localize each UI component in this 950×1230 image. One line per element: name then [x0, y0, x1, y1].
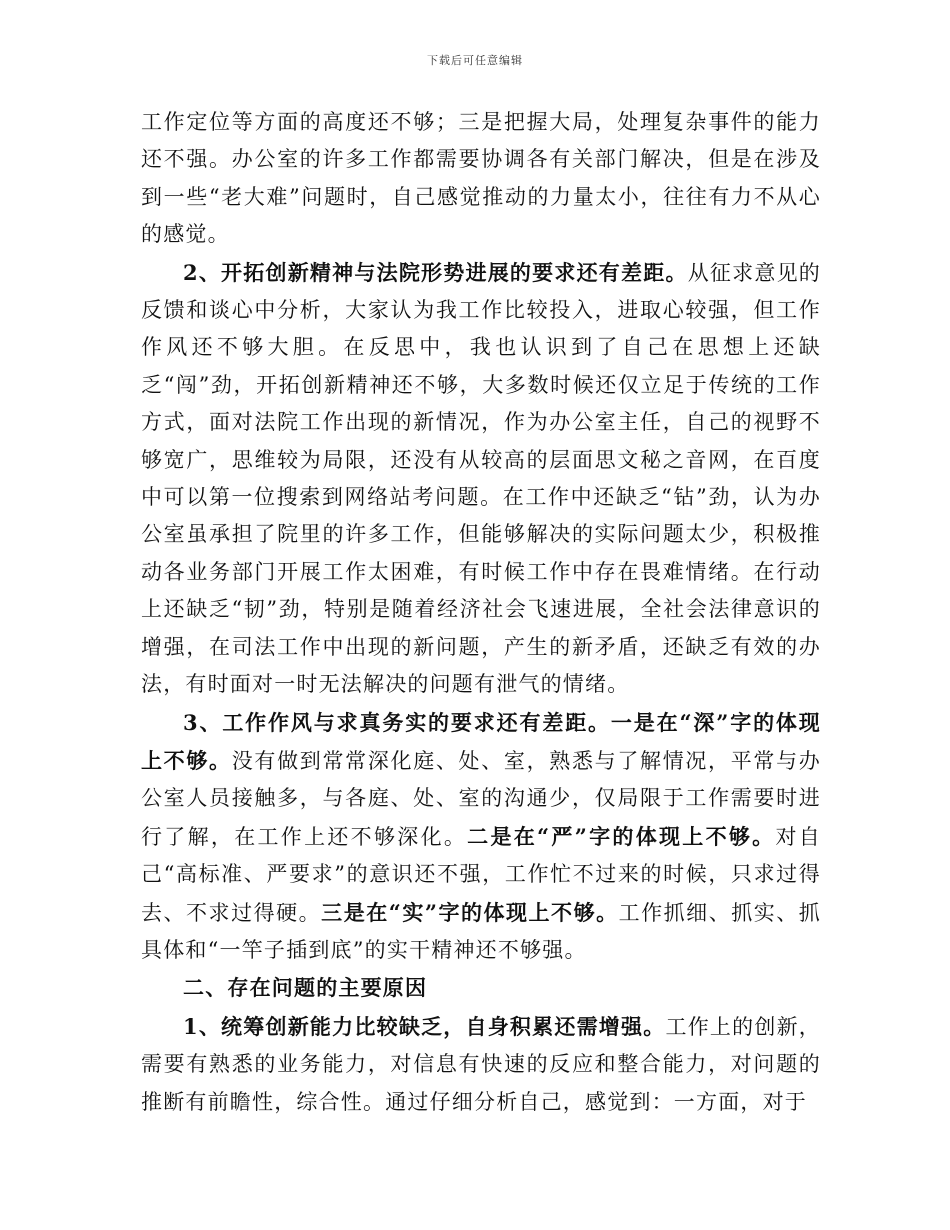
paragraph-5-text: 工作上的创新，需要有熟悉的业务能力，对信息有快速的反应和整合能力，对问题的推断有前瞻性，综合性。通过仔细分析自己，感觉到：一方面，对于 [141, 1014, 821, 1114]
paragraph-3-heading: 3、工作作风与求真务实的要求还有差距。一是在“深”字的体现上不够。 [141, 709, 821, 773]
page-header: 下载后可任意编辑 [427, 54, 523, 67]
section-heading [141, 969, 821, 1007]
section-heading-text: 二、存在问题的主要原因 [183, 975, 428, 1001]
paragraph-2-text: 从征求意见的反馈和谈心中分析，大家认为我工作比较投入，进取心较强，但工作作风还不够大胆。在反思中，我也认识到了自己在思想上还缺乏“闯”劲，开拓创新精神还不够，大多数时候还仅立足于传统的工作方式，面对法院工作出现的新情况，作为办公室主任，自己的视野不够宽广，思维较为局限，还没有从较高的层面思文秘之音网，在百度中可以第一位搜索到网络站考问题。在工作中还缺乏“钻”劲，认为办公室虽承担了院里的许多工作，但能够解决的实际问题太少，积极推动各业务部门开展工作太困难，有时候工作中存在畏难情绪。在行动上还缺乏“韧”劲，特别是随着经济社会飞速进展，全社会法律意识的增强，在司法工作中出现的新问题，产生的新矛盾，还缺乏有效的办法，有时面对一时无法解决的问题有泄气的情绪。 [141, 260, 821, 697]
paragraph-1 [141, 104, 821, 254]
paragraph-3-text-3: 工作抓细、抓实、抓具体和“一竿子插到底”的实干精神还不够强。 [141, 900, 821, 962]
paragraph-3-text-2: 对自己“高标准、严要求”的意识还不强，工作忙不过来的时候，只求过得去、不求过得硬。 [141, 824, 821, 925]
paragraph-2-heading: 2、开拓创新精神与法院形势进展的要求还有差距。 [183, 259, 688, 285]
paragraph-5-heading: 1、统筹创新能力比较缺乏，自身积累还需增强。 [183, 1013, 666, 1039]
paragraph-5 [141, 1008, 821, 1121]
paragraph-1-text: 工作定位等方面的高度还不够；三是把握大局，处理复杂事件的能力还不强。办公室的许多工作都需要协调各有关部门解决，但是在涉及到一些“老大难”问题时，自己感觉推动的力量太小，往往有力不从心的感觉。 [141, 110, 821, 247]
paragraph-2 [141, 254, 821, 704]
paragraph-3-text-1: 没有做到常常深化庭、处、室，熟悉与了解情况，平常与办公室人员接触多，与各庭、处、室的沟通少，仅局限于工作需要时进行了解，在工作上还不够深化。 [141, 748, 821, 849]
document-body [141, 104, 821, 1121]
paragraph-3-subheading-2: 二是在“严”字的体现上不够。 [467, 823, 776, 849]
paragraph-3 [141, 704, 821, 970]
paragraph-3-subheading-3: 三是在“实”字的体现上不够。 [321, 899, 619, 925]
